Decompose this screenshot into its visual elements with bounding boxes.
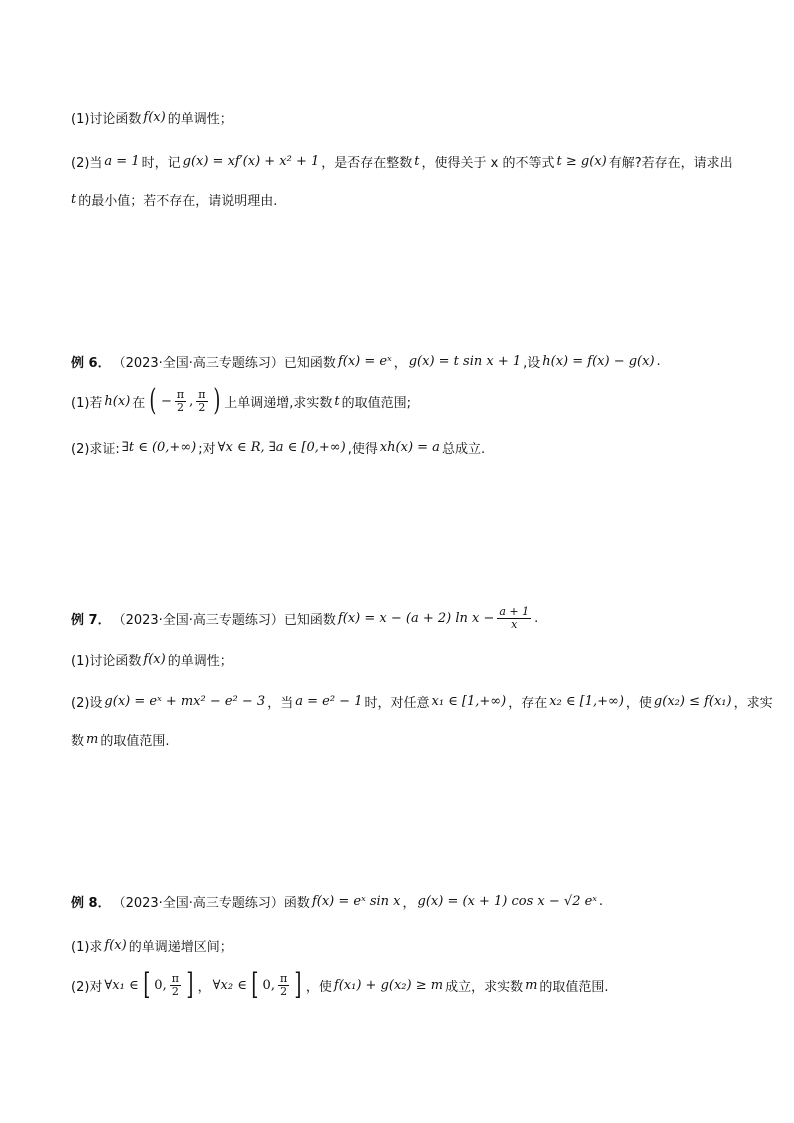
frac-num: π: [171, 971, 179, 985]
q2-mid1: ;对: [198, 442, 216, 457]
q2-text-b: 时，记: [141, 156, 181, 171]
q2-x2: x₂ ∈ [1,+∞): [549, 694, 624, 709]
q1-prefix: (1)求: [71, 940, 103, 955]
q2-prefix: (2)求证:: [71, 442, 120, 457]
separator: ，: [393, 356, 407, 371]
fraction-pi-over-2: [196, 389, 207, 414]
block1-question-1: [71, 108, 233, 127]
example-6-header: [71, 352, 661, 371]
q2-g-definition: g(x) = xf′(x) + x² + 1: [182, 154, 320, 169]
q2-forall-x: ∀x ∈ R, ∃a ∈ [0,+∞): [217, 440, 346, 455]
example-8-question-1: [71, 936, 233, 955]
frac-den: 2: [280, 984, 288, 998]
h-definition: h(x) = f(x) − g(x): [542, 354, 655, 369]
q2-mid4: ，使: [625, 696, 652, 711]
fraction-pi-over-2: [170, 973, 181, 998]
minus-sign: −: [161, 393, 172, 409]
q1-h: h(x): [104, 393, 131, 409]
q2-text-e: 有解?若存在，请求出: [608, 156, 733, 171]
frac-den: x: [511, 618, 518, 631]
q1-prefix: (1)若: [71, 395, 103, 411]
q1-suffix: 的单调性；: [167, 112, 233, 127]
example-7-header: [71, 606, 538, 631]
frac-num: π: [176, 387, 185, 401]
q2-text-c: ，是否存在整数: [321, 156, 413, 171]
q2-line2-a: 数: [71, 734, 85, 749]
example-label: 例 6．: [71, 356, 111, 371]
q2-inequality: t ≥ g(x): [556, 154, 607, 169]
example-8-header: [71, 892, 603, 911]
q2-equation: xh(x) = a: [379, 440, 440, 455]
f-definition: f(x) = eˣ sin x: [311, 894, 401, 909]
q1-function: f(x): [104, 938, 127, 953]
q2-separator: ，: [197, 979, 211, 995]
q1-prefix: (1)讨论函数: [71, 112, 142, 127]
fraction-a-plus-1-over-x: [497, 606, 531, 631]
example-source: （2023·全国·高三专题练习）函数: [112, 896, 310, 911]
q2-g-definition: g(x) = eˣ + mx² − e² − 3: [104, 694, 266, 709]
q1-in: 在: [132, 395, 146, 411]
g-definition: g(x) = t sin x + 1: [408, 354, 522, 369]
q1-t: t: [334, 393, 340, 409]
frac-num: a + 1: [499, 605, 530, 618]
frac-den: 2: [171, 984, 179, 998]
q1-function: f(x): [143, 110, 166, 125]
q2-end-b: 的取值范围.: [539, 979, 609, 995]
q1-suffix: 的单调性；: [167, 654, 233, 669]
frac-den: 2: [198, 400, 206, 414]
q2-condition: a = e² − 1: [295, 694, 363, 709]
q2-text-a: (2)当: [71, 156, 103, 171]
q2-end: 总成立.: [441, 442, 486, 457]
q2-inequality: g(x₂) ≤ f(x₁): [653, 694, 732, 709]
zero: 0,: [154, 977, 167, 993]
q2-line2-t: t: [71, 192, 77, 207]
left-paren: (: [149, 383, 157, 418]
example-source: （2023·全国·高三专题练习）已知函数: [112, 356, 336, 371]
q2-mid2: 时，对任意: [364, 696, 430, 711]
q2-t: t: [414, 154, 420, 169]
f-definition: f(x) = eˣ: [337, 354, 392, 369]
block1-question-2: [71, 152, 733, 171]
q2-condition: a = 1: [104, 154, 140, 169]
example-label: 例 8．: [71, 896, 111, 911]
q2-line2-m: m: [86, 732, 99, 747]
q2-inequality: f(x₁) + g(x₂) ≥ m: [333, 977, 444, 993]
q2-prefix: (2)对: [71, 979, 103, 995]
example-label: 例 7．: [71, 613, 111, 628]
zero: 0,: [262, 977, 275, 993]
example-7-question-1: [71, 650, 233, 669]
end-period: .: [656, 354, 661, 369]
q2-line2-b: 的取值范围.: [100, 734, 170, 749]
separator: ，: [402, 896, 416, 911]
q1-end: 的取值范围;: [341, 395, 412, 411]
q2-x2: ∀x₂ ∈: [212, 977, 247, 993]
q2-end-a: 成立，求实数: [445, 979, 524, 995]
fraction-pi-over-2: [175, 389, 186, 414]
q2-x1: x₁ ∈ [1,+∞): [431, 694, 507, 709]
h-intro: ,设: [523, 356, 541, 371]
q2-x1: ∀x₁ ∈: [104, 977, 139, 993]
right-bracket: ]: [294, 967, 302, 1002]
q1-prefix: (1)讨论函数: [71, 654, 142, 669]
q2-mid3: ，存在: [508, 696, 548, 711]
example-6-question-1: [71, 383, 412, 418]
example-source: （2023·全国·高三专题练习）已知函数: [112, 613, 336, 628]
q2-mid2: ,使得: [347, 442, 378, 457]
comma: ,: [189, 393, 194, 409]
q1-function: f(x): [143, 652, 166, 667]
fraction-pi-over-2: [278, 973, 289, 998]
q1-suffix: 上单调递增,求实数: [224, 395, 333, 411]
q2-exists-t: ∃t ∈ (0,+∞): [121, 440, 197, 455]
left-bracket: [: [142, 967, 150, 1002]
q2-line2-text: 的最小值；若不存在，请说明理由.: [78, 194, 278, 209]
example-7-question-2-line2: [71, 730, 169, 749]
g-definition: g(x) = (x + 1) cos x − √2 eˣ: [417, 894, 597, 909]
q2-m: m: [525, 977, 538, 993]
frac-num: π: [198, 387, 206, 401]
frac-num: π: [279, 971, 288, 985]
q2-text-d: ，使得关于 x 的不等式: [421, 156, 555, 171]
q2-mid: ，使: [305, 979, 332, 995]
example-6-question-2: [71, 438, 485, 457]
right-bracket: ]: [186, 967, 194, 1002]
right-paren: ): [212, 383, 220, 418]
example-8-question-2: [71, 967, 609, 1002]
q2-mid1: ，当: [267, 696, 294, 711]
frac-den: 2: [177, 400, 185, 414]
left-bracket: [: [251, 967, 259, 1002]
f-definition: f(x) = x − (a + 2) ln x −: [337, 611, 495, 626]
example-7-question-2: [71, 692, 773, 711]
q2-prefix: (2)设: [71, 696, 103, 711]
end-period: .: [534, 611, 539, 626]
end-period: .: [598, 894, 604, 909]
q2-end: ，求实: [733, 696, 773, 711]
q1-suffix: 的单调递增区间；: [128, 940, 233, 955]
block1-question-2-line2: [71, 190, 277, 209]
